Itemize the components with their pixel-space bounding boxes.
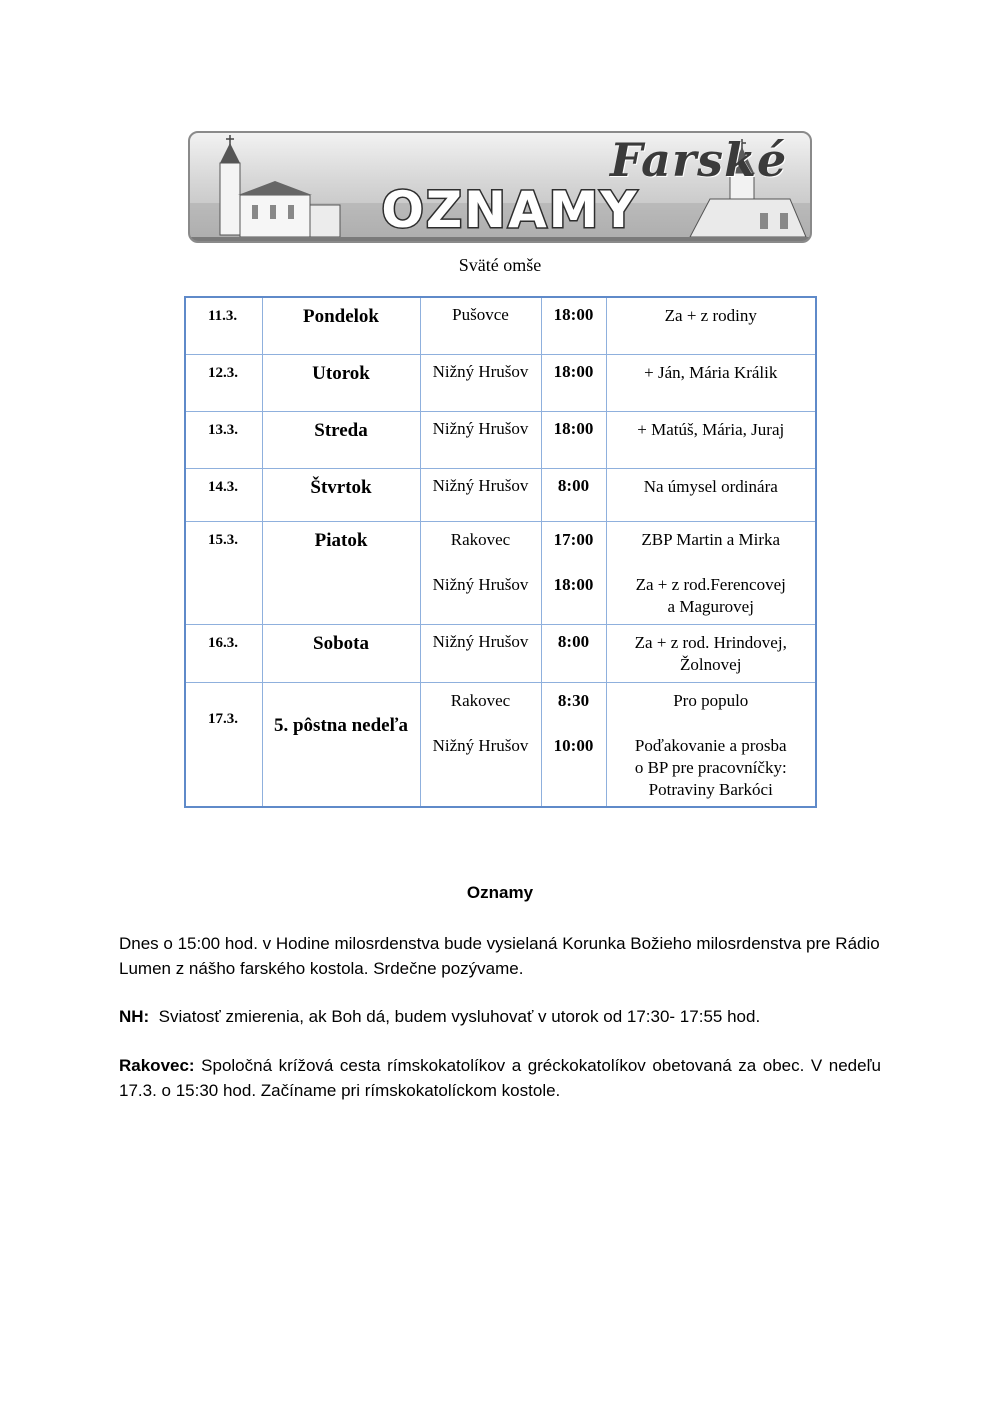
date-cell: 13.3. xyxy=(185,411,262,468)
announcements-title: Oznamy xyxy=(466,883,534,902)
mass-schedule-table xyxy=(184,296,817,808)
intent-text: Žolnovej xyxy=(680,654,742,674)
time-text: 10:00 xyxy=(553,735,594,755)
date-cell: 11.3. xyxy=(185,297,262,354)
table-row xyxy=(185,521,816,624)
place-cell: Nižný Hrušov xyxy=(420,354,541,411)
intent-text: a Magurovej xyxy=(667,596,754,616)
intent-cell: + Matúš, Mária, Juraj xyxy=(606,411,816,468)
place-cell xyxy=(420,521,541,624)
intent-cell xyxy=(606,624,816,682)
announcement-paragraph: Dnes o 15:00 hod. v Hodine milosrdenstva bude vysielaná Korunka Božieho milosrdenstva pre Rádio Lumen z nášho farského kostola. Srdečne pozývame. xyxy=(119,934,880,978)
table-row xyxy=(185,297,816,354)
place-cell: Nižný Hrušov xyxy=(420,468,541,521)
intent-cell xyxy=(606,521,816,624)
day-cell: 5. pôstna nedeľa xyxy=(262,682,420,807)
day-cell: Pondelok xyxy=(262,297,420,354)
time-text: 18:00 xyxy=(553,574,594,594)
table-row xyxy=(185,682,816,807)
intent-text: Pro populo xyxy=(673,690,749,710)
time-text: 8:30 xyxy=(557,690,590,710)
day-cell: Štvrtok xyxy=(262,468,420,521)
intent-text: Za + z rod. Hrindovej, xyxy=(634,632,787,652)
place-text: Nižný Hrušov xyxy=(432,735,529,755)
time-cell: 18:00 xyxy=(541,354,606,411)
date-cell: 16.3. xyxy=(185,624,262,682)
table-row xyxy=(185,411,816,468)
intent-text: o BP pre pracovníčky: xyxy=(634,757,787,777)
date-cell: 17.3. xyxy=(185,682,262,807)
date-cell: 12.3. xyxy=(185,354,262,411)
schedule-subtitle: Sväté omše xyxy=(458,255,542,275)
announcement-text: Sviatosť zmierenia, ak Boh dá, budem vysluhovať v utorok od 17:30- 17:55 hod. xyxy=(158,1007,761,1026)
place-text: Rakovec xyxy=(450,690,511,710)
intent-cell: Za + z rodiny xyxy=(606,297,816,354)
intent-cell xyxy=(606,682,816,807)
day-cell: Streda xyxy=(262,411,420,468)
intent-cell: + Ján, Mária Králik xyxy=(606,354,816,411)
place-text: Rakovec xyxy=(450,529,511,549)
announcement-text: Spoločná krížová cesta rímskokatolíkov a gréckokatolíkov obetovaná za obec. V nedeľu 17.3. o 15:30 hod. Začíname pri rímskokatolíckom kostole. xyxy=(119,1056,881,1100)
date-cell: 14.3. xyxy=(185,468,262,521)
table-row xyxy=(185,468,816,521)
time-cell: 8:00 xyxy=(541,468,606,521)
time-cell: 8:00 xyxy=(541,624,606,682)
time-cell: 18:00 xyxy=(541,297,606,354)
time-cell xyxy=(541,521,606,624)
intent-cell: Na úmysel ordinára xyxy=(606,468,816,521)
day-cell: Piatok xyxy=(262,521,420,624)
place-cell: Pušovce xyxy=(420,297,541,354)
farske-oznamy-banner xyxy=(188,131,812,243)
day-cell: Sobota xyxy=(262,624,420,682)
place-cell: Nižný Hrušov xyxy=(420,411,541,468)
date-cell: 15.3. xyxy=(185,521,262,624)
intent-text: Poďakovanie a prosba xyxy=(634,735,787,755)
time-cell: 18:00 xyxy=(541,411,606,468)
banner-main-title: OZNAMY xyxy=(381,181,639,239)
intent-text: Potraviny Barkóci xyxy=(648,779,773,799)
place-text: Nižný Hrušov xyxy=(432,574,529,594)
announcement-label: Rakovec: xyxy=(119,1056,195,1075)
banner-script-title: Farské xyxy=(610,133,788,187)
intent-text: ZBP Martin a Mirka xyxy=(641,529,781,549)
time-cell xyxy=(541,682,606,807)
place-cell xyxy=(420,682,541,807)
announcement-label: NH: xyxy=(119,1007,150,1026)
time-text: 17:00 xyxy=(553,529,594,549)
table-row xyxy=(185,354,816,411)
place-cell: Nižný Hrušov xyxy=(420,624,541,682)
day-cell: Utorok xyxy=(262,354,420,411)
table-row xyxy=(185,624,816,682)
announcement-paragraph xyxy=(119,1004,881,1029)
intent-text: Za + z rod.Ferencovej xyxy=(635,574,786,594)
announcement-paragraph xyxy=(119,1053,881,1103)
